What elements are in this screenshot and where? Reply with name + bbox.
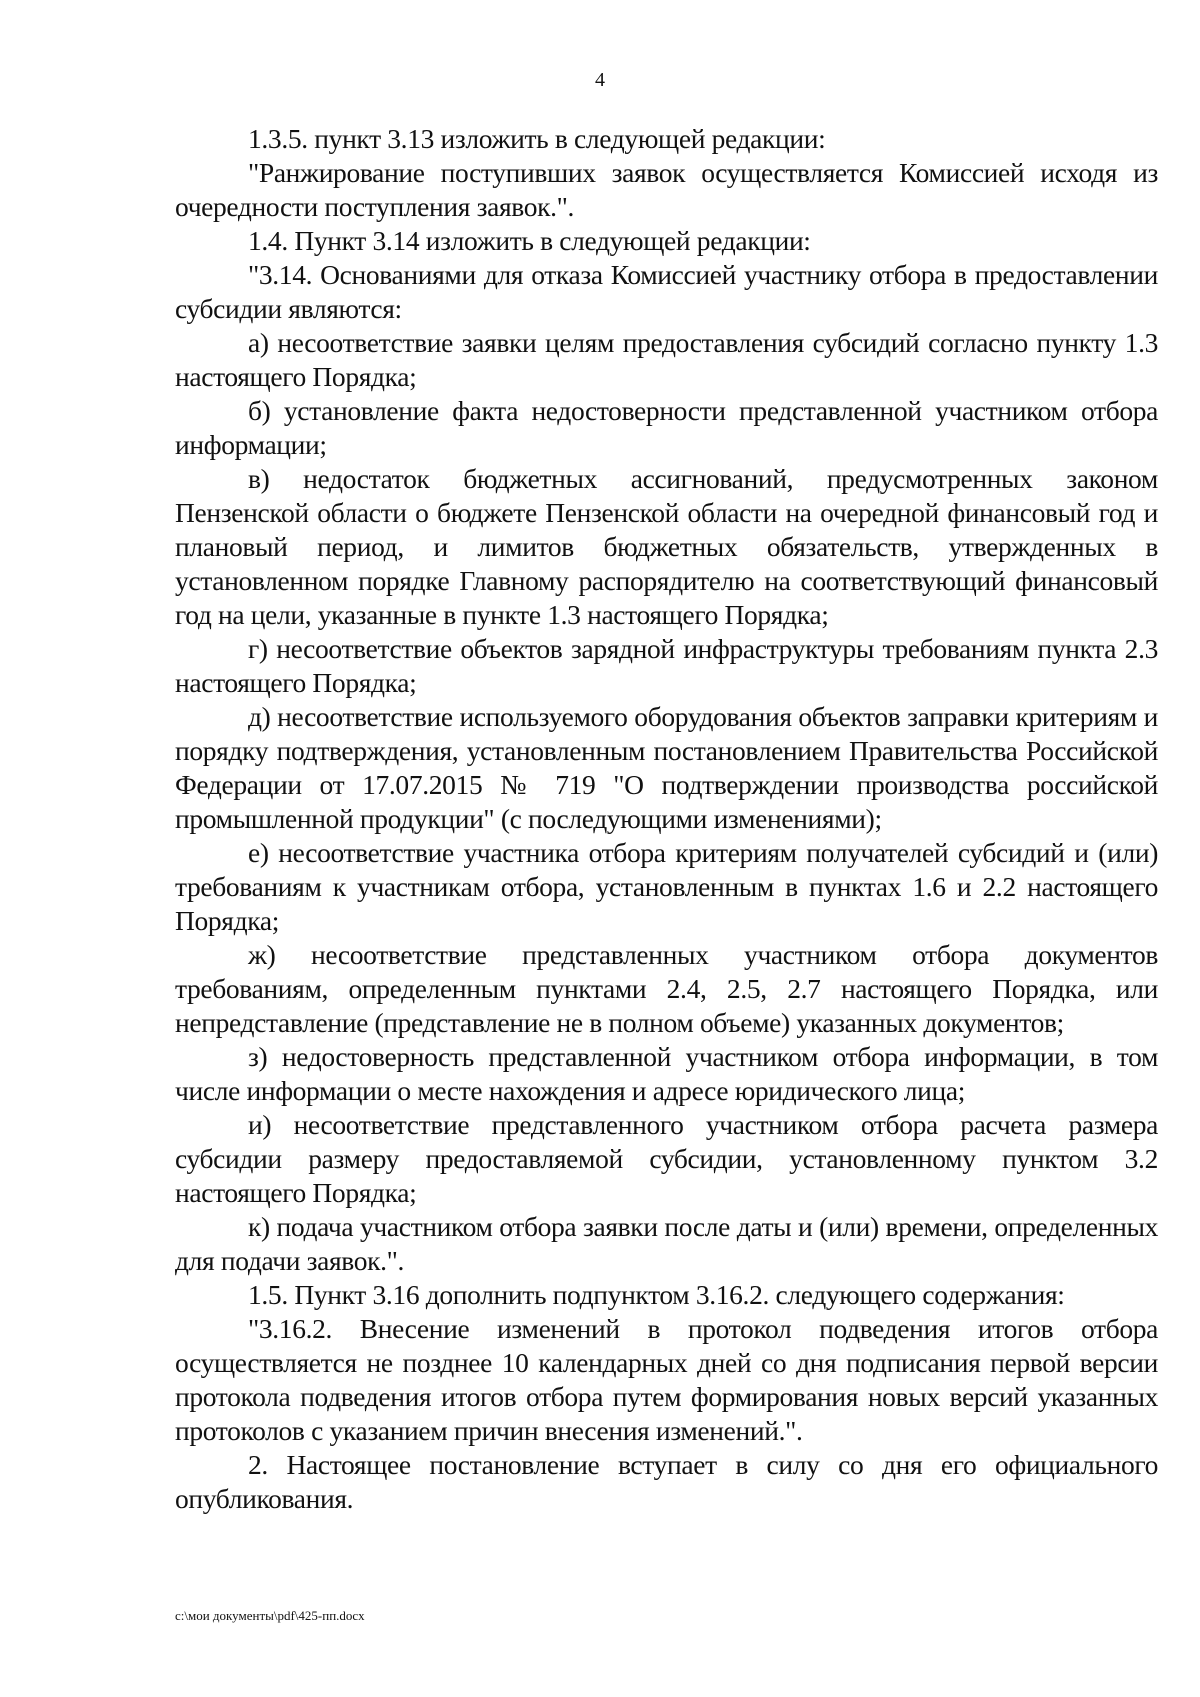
paragraph-item-d: д) несоответствие используемого оборудования объектов заправки критериям и порядку подтверждения, установленным постановлением Правительства Российской Федерации от 17.07.2015 № 719 "О подтверждении производства российской промышленной продукции" (с последующими изменениями); [175,701,1158,834]
paragraph-item-z: з) недостоверность представленной участником отбора информации, в том числе информации о месте нахождения и адресе юридического лица; [175,1041,1158,1106]
paragraph-3-14: "3.14. Основаниями для отказа Комиссией участнику отбора в предоставлении субсидии являются: [175,259,1158,324]
paragraph-1-5: 1.5. Пункт 3.16 дополнить подпунктом 3.16.2. следующего содержания: [248,1279,1065,1310]
paragraph-item-v: в) недостаток бюджетных ассигнований, предусмотренных законом Пензенской области о бюджете Пензенской области на очередной финансовый год и плановый период, и лимитов бюджетных обязательств, утвержденных в установленном порядке Главному распорядителю на соответствующий финансовый год на цели, указанные в пункте 1.3 настоящего Порядка; [175,463,1158,630]
paragraph-item-zh: ж) несоответствие представленных участником отбора документов требованиям, определенным пунктами 2.4, 2.5, 2.7 настоящего Порядка, или непредставление (представление не в полном объеме) указанных документов; [175,939,1158,1038]
paragraph-2-effective: 2. Настоящее постановление вступает в силу со дня его официального опубликования. [175,1449,1158,1514]
paragraph-item-g: г) несоответствие объектов зарядной инфраструктуры требованиям пункта 2.3 настоящего Порядка; [175,633,1158,698]
page-number: 4 [595,69,605,91]
document-body [175,122,1158,1516]
paragraph-item-i: и) несоответствие представленного участником отбора расчета размера субсидии размеру предоставляемой субсидии, установленному пунктом 3.2 настоящего Порядка; [175,1109,1158,1208]
paragraph-item-a: а) несоответствие заявки целям предоставления субсидий согласно пункту 1.3 настоящего Порядка; [175,327,1158,392]
paragraph-item-k: к) подача участником отбора заявки после даты и (или) времени, определенных для подачи заявок.". [175,1211,1158,1276]
paragraph-1-4: 1.4. Пункт 3.14 изложить в следующей редакции: [248,225,811,256]
paragraph-ranking-quote: "Ранжирование поступивших заявок осуществляется Комиссией исходя из очередности поступления заявок.". [175,157,1158,222]
file-path-footer: c:\мои документы\pdf\425-пп.docx [175,1608,365,1623]
paragraph-item-e: е) несоответствие участника отбора критериям получателей субсидий и (или) требованиям к участникам отбора, установленным в пунктах 1.6 и 2.2 настоящего Порядка; [175,837,1158,936]
paragraph-3-16-2: "3.16.2. Внесение изменений в протокол подведения итогов отбора осуществляется не позднее 10 календарных дней со дня подписания первой версии протокола подведения итогов отбора путем формирования новых версий указанных протоколов с указанием причин внесения изменений.". [175,1313,1158,1446]
paragraph-item-b: б) установление факта недостоверности представленной участником отбора информации; [175,395,1158,460]
paragraph-1-3-5: 1.3.5. пункт 3.13 изложить в следующей редакции: [248,123,826,154]
